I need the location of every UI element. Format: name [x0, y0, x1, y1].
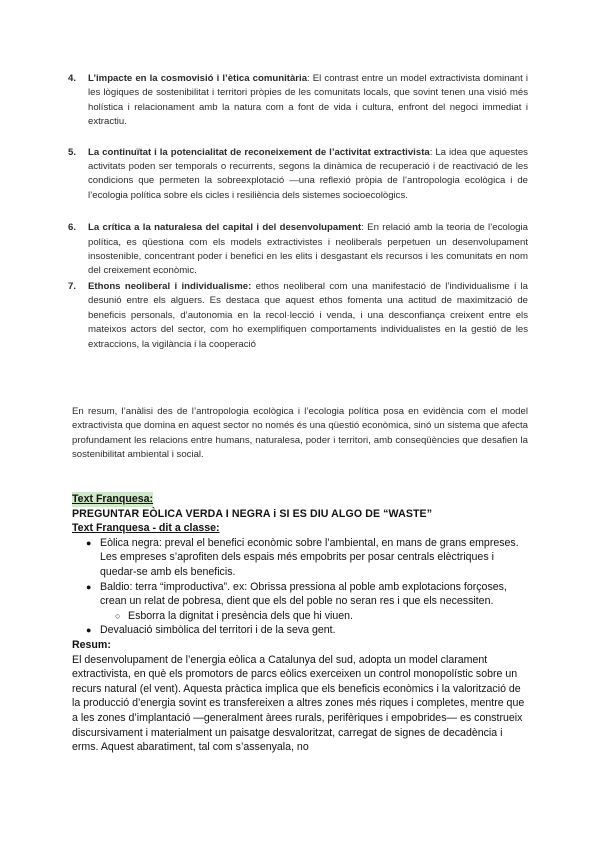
bullet-item [72, 623, 530, 638]
item-title: L’impacte en la cosmovisió i l’ètica comunitària [88, 73, 308, 84]
item-number: 7. [68, 280, 77, 292]
item-title: La crítica a la naturalesa del capital i del desenvolupament [88, 222, 362, 234]
list-item [68, 146, 528, 204]
bullet-item [72, 580, 530, 609]
item-body: : La idea que aquestes activitats poden ser temporals o recurrents, segons la dinàmica de recuperació i de reactivació de les condicions que permeten la sobreexplotació —una reflexió pròpia de l’antropologia ecològica i de l’ecologia política sobre els cicles i resiliència dels sistemes socioecològics. [88, 146, 528, 201]
item-number: 6. [68, 222, 77, 234]
sub-bullet-text: Esborra la dignitat i presència dels que hi viuen. [128, 609, 353, 622]
resum-label: Resum: [72, 638, 111, 651]
sub-bullet-item [72, 609, 530, 624]
bullet-text: Devaluació simbòlica del territori i de la seva gent. [100, 624, 336, 637]
bullet-text: Eòlica negra: preval el benefici econòmic sobre l’ambiental, en mans de grans empreses. Les empreses s’aprofiten dels espais més empobrits per posar centrals elèctriques i quedar-se amb els beneficis. [100, 536, 519, 578]
item-body: : El contrast entre un model extractivista dominant i les lògiques de sostenibilitat i territori pròpies de les comunitats locals, que sovint tenen una visió més holística i relacionament amb la natura com a font de vida i cultura, enfront del negoci immediat i extractiu. [88, 73, 529, 128]
item-number: 4. [68, 73, 77, 84]
subheading: Text Franquesa - dit a classe: [72, 522, 220, 535]
item-title: La continuïtat i la potencialitat de reconeixement de l’activitat extractivista [88, 146, 430, 158]
highlighted-heading: Text Franquesa: [72, 493, 154, 505]
list-item [68, 221, 528, 279]
list-item [68, 280, 529, 352]
item-number: 5. [68, 146, 77, 158]
bullet-icon: ● [86, 581, 92, 592]
bullet-icon: ● [86, 625, 92, 636]
bullet-item [72, 536, 530, 580]
section-heading: PREGUNTAR EÒLICA VERDA I NEGRA i SI ES DIU ALGO DE “WASTE” [72, 507, 433, 520]
item-body: ethos neoliberal com una manifestació de l’individualisme i la desunió entre els alguers. Es destaca que aquest ethos fomenta una actitud de maximització de beneficis personals, d’autonomia en la recol·lecció i venda, i una desconfiança creixent entre els mateixos actors del sector, com ho exemplifiquen comportaments individualistes en la gestió de les extraccions, la vigilància i la cooperació [88, 280, 529, 350]
list-item [68, 72, 529, 130]
numbered-list [68, 72, 529, 352]
hollow-bullet-icon: ○ [115, 610, 121, 621]
summary-paragraph: En resum, l’anàlisi des de l’antropologia ecològica i l’ecologia política posa en evidència com el model extractivista que domina en aquest sector no només és una qüestió econòmica, sinó un sistema que afecta profundament les relacions entre humans, naturalesa, poder i territori, amb conseqüències que desafien la sostenibilitat ambiental i social. [72, 406, 528, 461]
bullet-list [72, 536, 530, 638]
bullet-text: Baldio: terra “improductiva”. ex: Obrissa pressiona al poble amb explotacions forçoses, crean un relat de pobresa, dient que els del poble no seran res i que els necessiten. [100, 580, 507, 608]
franquesa-section [72, 492, 530, 755]
resum-paragraph: El desenvolupament de l’energia eòlica a Catalunya del sud, adopta un model clarament extractivista, en què els promotors de parcs eòlics exerceixen un control monopolístic sobre un recurs natural (el vent). Aquesta pràctica implica que els beneficis econòmics i la valorització de la producció d’energia sovint es transfereixen a altres zones més riques i completes, mentre que a les zones d’implantació —generalment àrees rurals, perifèriques i empobrides— es construeix discursivament i materialment un paisatge desvaloritzat, carregat de signes de decadència i erms. Aquest abaratiment, tal com s’assenyala, no [72, 653, 525, 754]
bullet-icon: ● [86, 537, 92, 548]
item-title: Ethons neoliberal i individualisme: [88, 280, 252, 292]
item-body: : En relació amb la teoria de l’ecologia política, es qüestiona com els models extractivistes i neoliberals perpetuen un desenvolupament insostenible, concentrant poder i benefici en les elits i desgastant els recursos i les comunitats en nom del creixement econòmic. [88, 222, 528, 277]
